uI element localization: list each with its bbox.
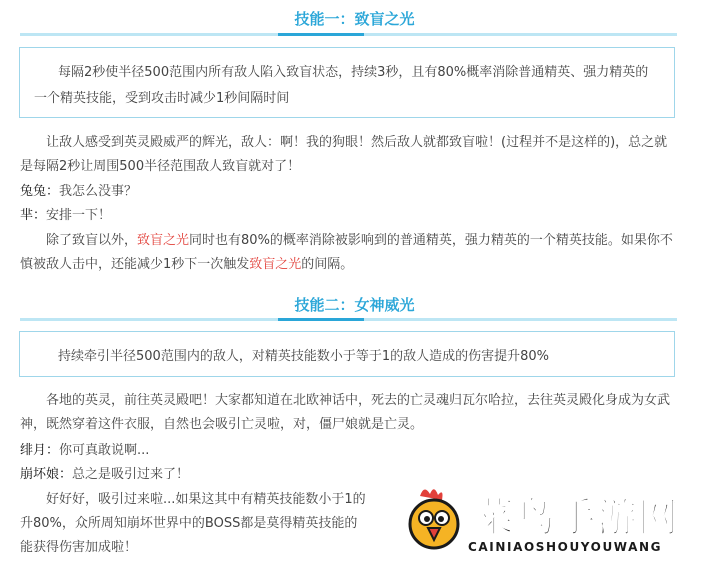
section-1-description: 每隔2秒使半径500范围内所有敌人陷入致盲状态，持续3秒，且有80%概率消除普通精英、强力精英的一个精英技能，受到攻击时减少1秒间隔时间	[34, 65, 649, 106]
dialogue-text: 你可真敢说啊...	[59, 443, 150, 458]
paragraph-text: 的间隔。	[301, 257, 354, 272]
paragraph-text: 除了致盲以外，	[46, 233, 138, 248]
section-2-paragraph-2-line-1: 好好好，吸引过来啦...如果这其中有精英技能数小于1的	[46, 492, 366, 507]
highlight-skill-name: 致盲之光	[249, 257, 302, 272]
speaker-label: 崩坏娘：	[20, 467, 73, 482]
speaker-label: 芈：	[20, 208, 47, 223]
highlight-skill-name: 致盲之光	[137, 233, 190, 248]
section-1-paragraph-1: 让敌人感受到英灵殿威严的辉光，敌人：啊！我的狗眼！然后敌人就都致盲啦！(过程并不是这样的)，总之就是每隔2秒让周围500半径范围敌人致盲就对了！	[20, 135, 668, 174]
section-2-dialogue-1	[20, 439, 680, 463]
dialogue-text: 安排一下！	[46, 208, 112, 223]
watermark-subtitle: CAINIAOSHOUYOUWANG	[468, 540, 663, 554]
paragraph-text: 同时也有80%的概率消除被影响到的普通精英，强力精英的一个精英技能。如果你不慎被敌人击中，还能减少1秒下一次触发	[20, 233, 673, 272]
dialogue-text: 总之是吸引过来了！	[72, 467, 190, 482]
chick-mascot-icon	[398, 482, 478, 562]
speaker-label: 绯月：	[20, 443, 60, 458]
section-2-rule-accent	[278, 318, 364, 321]
section-1-rule-accent	[278, 33, 364, 36]
section-2-paragraph-2-line-2: 升80%，众所周知崩坏世界中的BOSS都是莫得精英技能的	[20, 516, 358, 531]
section-1-dialogue-1	[20, 180, 680, 204]
watermark-title: 菜鸟手游网	[474, 495, 679, 541]
section-2-paragraph-2-line-3: 能获得伤害加成啦！	[20, 540, 138, 555]
section-1-dialogue-2	[20, 204, 680, 228]
dialogue-text: 我怎么没事？	[59, 184, 138, 199]
section-1-description-box	[19, 47, 675, 118]
section-2-description-box	[19, 331, 675, 377]
section-2-title: 技能二：女神威光	[294, 296, 415, 314]
section-2-description: 持续牵引半径500范围内的敌人，对精英技能数小于等于1的敌人造成的伤害提升80%	[58, 349, 549, 364]
section-2-paragraph-1: 各地的英灵，前往英灵殿吧！大家都知道在北欧神话中，死去的亡灵魂归瓦尔哈拉，去往英灵殿化身成为女武神，既然穿着这件衣服，自然也会吸引亡灵啦，对，僵尸娘就是亡灵。	[20, 393, 671, 432]
speaker-label: 兔兔：	[20, 184, 60, 199]
section-1-title: 技能一：致盲之光	[294, 10, 415, 28]
section-1-paragraph-2	[20, 229, 680, 277]
watermark-logo	[398, 482, 709, 562]
